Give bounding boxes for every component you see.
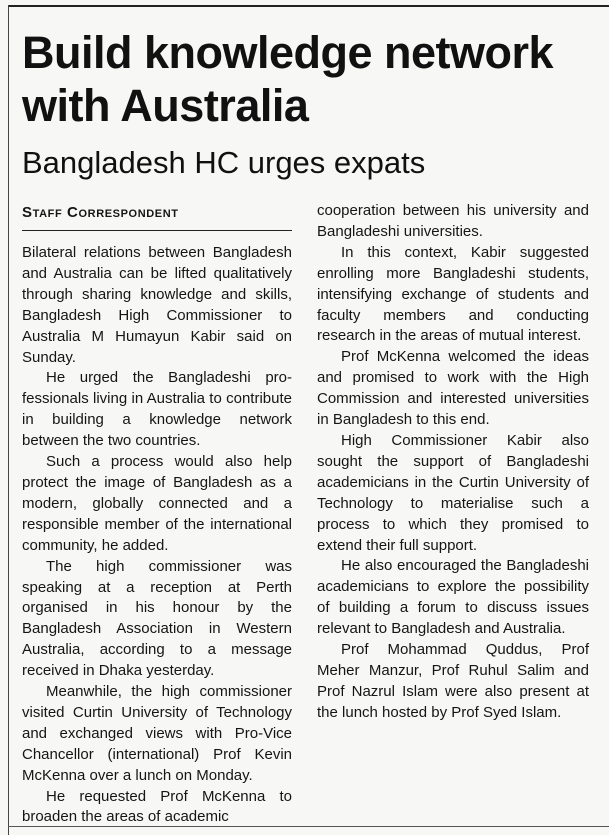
article-column-left [22,243,292,828]
paragraph: The high commissioner was speaking at a reception at Perth organised in his honour by the Bangladesh Association in Western Australia, according to a message received in Dhaka yesterday. [22,557,292,680]
paragraph-continuation: cooperation between his university and Bangladeshi universities. [317,202,589,240]
headline: Build knowledge network with Australia [22,27,554,131]
paragraph: Prof McKenna welcomed the ideas and promised to work with the High Commission and interested universities in Bangladesh to this end. [317,348,589,429]
subheadline: Bangladesh HC urges expats [22,145,426,180]
paragraph: High Commissioner Kabir also sought the support of Bangladeshi academicians in the Curtin University of Technology to materialise such a process to which they promised to extend their full support. [317,431,589,554]
paragraph: He urged the Bangladeshi professionals living in Australia to contribute in building a knowledge network between the two countries. [22,369,292,450]
byline-underline [22,230,292,231]
top-border-rule [8,5,609,7]
paragraph: Meanwhile, the high commissioner visited Curtin University of Technology and exchanged views with Pro-Vice Chancellor (international) Prof Kevin McKenna over a lunch on Monday. [22,683,292,784]
paragraph: Bilateral relations between Bangladesh and Australia can be lifted qualitatively through sharing knowledge and skills, Bangladesh High Commissioner to Australia M Humayun Kabir said on Sunday. [22,244,292,366]
left-border-rule [8,5,9,835]
paragraph: He also encouraged the Bangladeshi academicians to explore the possibility of building a forum to discuss issues relevant to Bangladesh and Australia. [317,557,589,638]
article-column-right [317,201,589,724]
paragraph: In this context, Kabir suggested enrolling more Bangladeshi students, intensifying exchange of students and faculty members and conducting research in the areas of mutual interest. [317,243,589,345]
byline: Staff Correspondent [22,204,179,221]
paragraph: He requested Prof McKenna to broaden the areas of academic [22,787,292,826]
paragraph: Such a process would also help protect the image of Bangladesh as a modern, globally connected and a responsible member of the international community, he added. [22,453,292,554]
paragraph: Prof Mohammad Quddus, Prof Meher Manzur, Prof Ruhul Salim and Prof Nazrul Islam were also present at the lunch hosted by Prof Syed Islam. [317,641,589,721]
